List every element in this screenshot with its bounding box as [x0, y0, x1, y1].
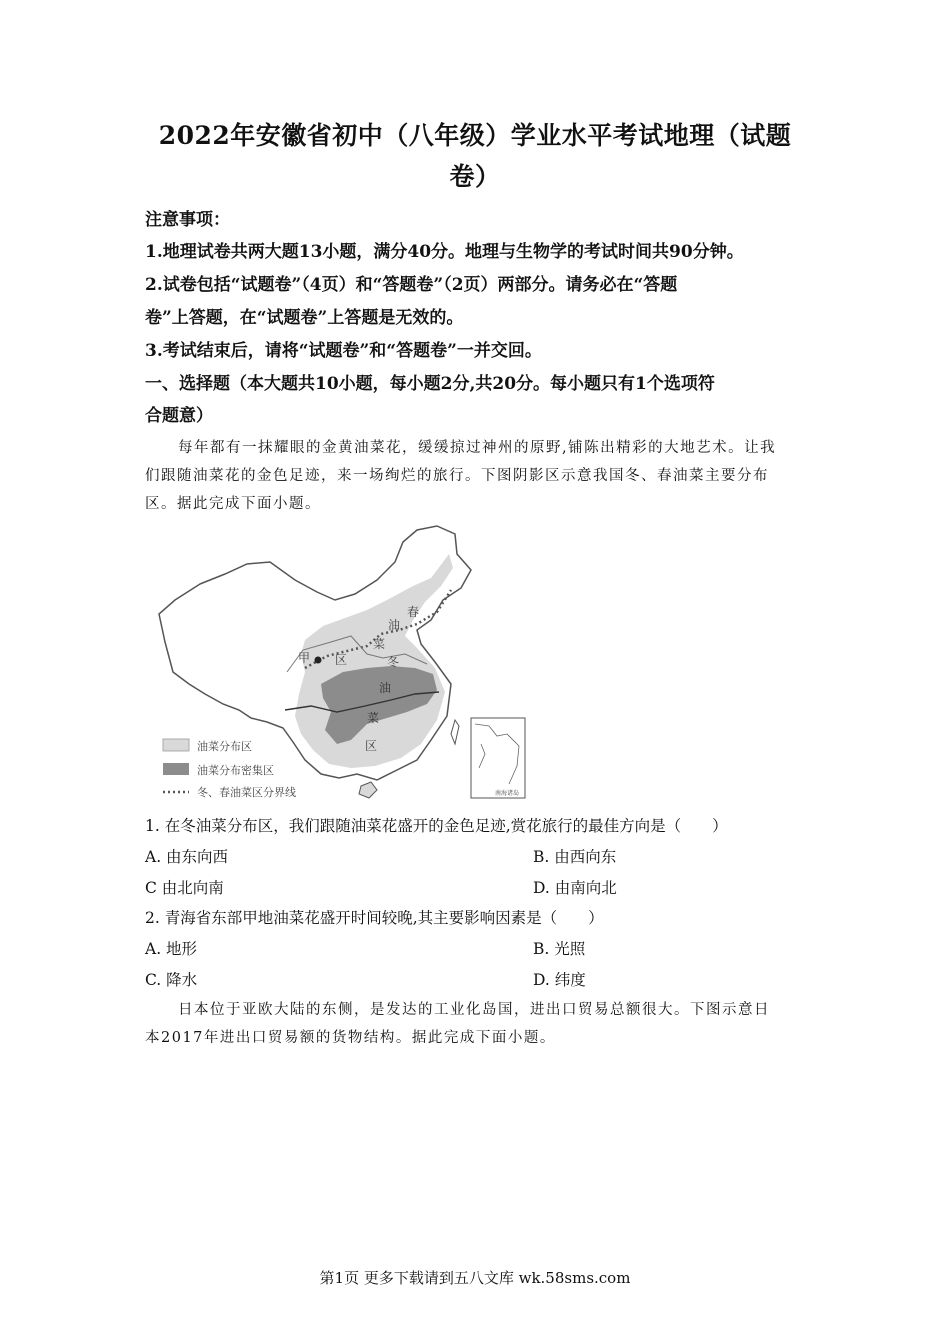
- map-label-dong: 冬: [387, 655, 400, 669]
- taiwan-island: [451, 720, 459, 744]
- passage1-line3: 区。据此完成下面小题。: [145, 496, 321, 512]
- notice-item-1: 1.地理试卷共两大题13小题，满分40分。地理与生物学的考试时间共90分钟。: [145, 242, 744, 262]
- question-2-option-b[interactable]: B. 光照: [533, 940, 586, 958]
- question-2-stem: 2. 青海省东部甲地油菜花盛开时间较晚,其主要影响因素是（ ）: [145, 909, 604, 927]
- inset-label: 南海诸岛: [495, 790, 520, 797]
- legend-line-label: 冬、春油菜区分界线: [197, 786, 296, 799]
- passage1-line2: 们跟随油菜花的金色足迹，来一场绚烂的旅行。下图阴影区示意我国冬、春油菜主要分布: [145, 468, 769, 484]
- map-label-qu-1: 区: [335, 653, 348, 667]
- page-title-line2: 卷）: [449, 162, 501, 191]
- question-1-option-a[interactable]: A. 由东向西: [145, 848, 229, 866]
- rapeseed-distribution-map: [155, 522, 530, 802]
- question-1-option-b[interactable]: B. 由西向东: [533, 848, 617, 866]
- legend-light-swatch: [163, 739, 189, 751]
- map-label-cai-2: 菜: [367, 711, 380, 725]
- question-2-option-d[interactable]: D. 纬度: [533, 971, 586, 989]
- legend-dark-swatch: [163, 763, 189, 775]
- page-footer: 第1页 更多下载请到五八文库 wk.58sms.com: [319, 1269, 631, 1287]
- legend-light-label: 油菜分布区: [197, 740, 252, 753]
- question-2-option-a[interactable]: A. 地形: [145, 940, 198, 958]
- notice-heading: 注意事项：: [145, 210, 230, 230]
- notice-item-3: 3.考试结束后，请将“试题卷”和“答题卷”一并交回。: [145, 341, 542, 361]
- section1-heading-b: 合题意）: [145, 406, 213, 426]
- south-china-sea-inset: [471, 718, 525, 798]
- hainan-island: [359, 782, 377, 798]
- question-1-option-c[interactable]: C 由北向南: [145, 879, 224, 897]
- passage2-line1: 日本位于亚欧大陆的东侧，是发达的工业化岛国，进出口贸易总额很大。下图示意日: [178, 1002, 770, 1018]
- map-label-cai-1: 菜: [373, 637, 386, 651]
- passage1-line1: 每年都有一抹耀眼的金黄油菜花，缓缓掠过神州的原野,铺陈出精彩的大地艺术。让我: [178, 440, 777, 456]
- notice-item-2b: 卷”上答题，在“试题卷”上答题是无效的。: [145, 308, 464, 328]
- question-1-option-d[interactable]: D. 由南向北: [533, 879, 617, 897]
- map-label-jia: 甲: [298, 651, 311, 665]
- question-2-option-c[interactable]: C. 降水: [145, 971, 198, 989]
- point-jia-marker: [315, 657, 322, 664]
- page-title-line1: 2022年安徽省初中（八年级）学业水平考试地理（试题: [158, 121, 792, 150]
- question-1-stem: 1. 在冬油菜分布区，我们跟随油菜花盛开的金色足迹,赏花旅行的最佳方向是（ ）: [145, 817, 728, 835]
- notice-item-2a: 2.试卷包括“试题卷”（4页）和“答题卷”（2页）两部分。请务必在“答题: [145, 275, 678, 295]
- legend-dark-label: 油菜分布密集区: [197, 764, 274, 777]
- section1-heading-a: 一、选择题（本大题共10小题，每小题2分,共20分。每小题只有1个选项符: [145, 374, 715, 394]
- passage2-line2: 本2017年进出口贸易额的货物结构。据此完成下面小题。: [145, 1030, 556, 1046]
- map-label-chun: 春: [407, 605, 420, 619]
- map-label-you-1: 油: [388, 618, 401, 632]
- map-label-qu-2: 区: [365, 739, 378, 753]
- map-label-you-2: 油: [379, 681, 392, 695]
